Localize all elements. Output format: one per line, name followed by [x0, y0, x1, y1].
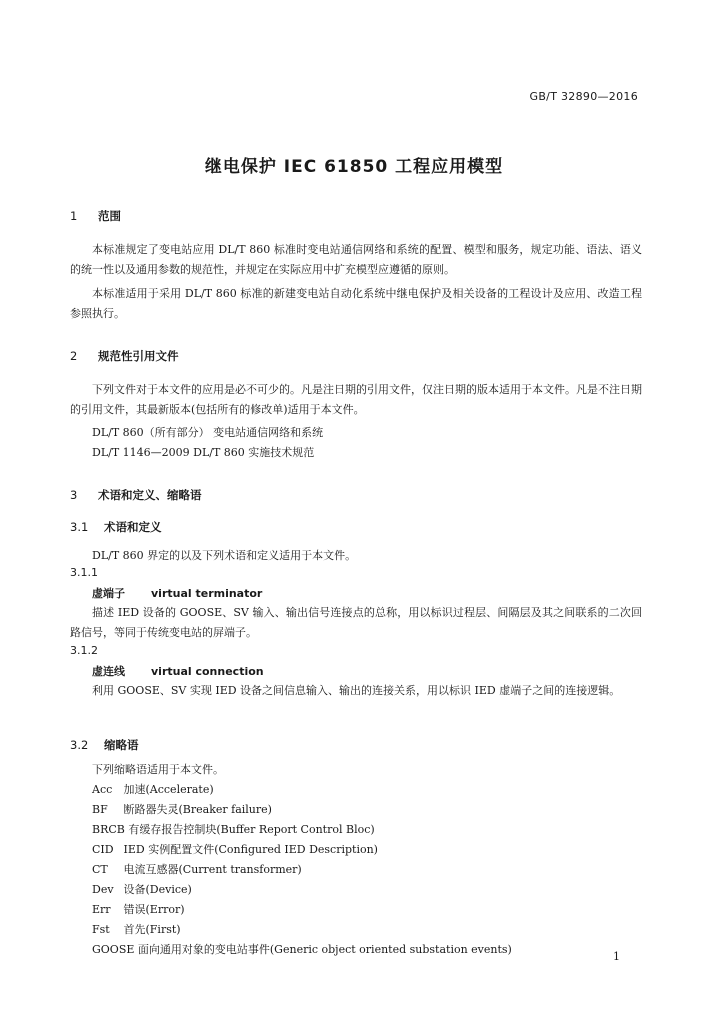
- abbr-value: 面向通用对象的变电站事件(Generic object oriented substation events): [137, 943, 512, 956]
- section-1-heading: [70, 208, 121, 224]
- scope-paragraph-2: 本标准适用于采用 DL/T 860 标准的新建变电站自动化系统中继电保护及相关设备的工程设计及应用、改造工程参照执行。: [70, 287, 642, 320]
- section-3-heading: [70, 487, 202, 503]
- abbr-value: 设备(Device): [123, 883, 192, 896]
- term-zh: 虚连线: [92, 665, 125, 678]
- term-zh: 虚端子: [92, 587, 125, 600]
- term-en: virtual connection: [151, 665, 264, 678]
- document-title: 继电保护 IEC 61850 工程应用模型: [204, 157, 504, 177]
- abbreviation-item: [92, 901, 185, 917]
- section-number: 3: [70, 488, 78, 502]
- abbr-key: CID: [92, 843, 114, 856]
- section-title: 规范性引用文件: [98, 349, 179, 363]
- term-heading: [92, 663, 264, 679]
- abbreviations-intro: 下列缩略语适用于本文件。: [92, 763, 224, 776]
- abbr-value: 加速(Accelerate): [123, 783, 214, 796]
- standard-number: GB/T 32890—2016: [529, 90, 638, 103]
- term-definition: 描述 IED 设备的 GOOSE、SV 输入、输出信号连接点的总称，用以标识过程层、间隔层及其之间联系的二次回路信号，等同于传统变电站的屏端子。: [70, 606, 642, 639]
- abbr-key: Fst: [92, 923, 110, 936]
- scope-paragraph-1: 本标准规定了变电站应用 DL/T 860 标准时变电站通信网络和系统的配置、模型和服务，规定功能、语法、语义的统一性以及通用参数的规范性，并规定在实际应用中扩充模型应遵循的原则。: [70, 243, 642, 276]
- section-title: 术语和定义、缩略语: [98, 488, 202, 502]
- reference-item: DL/T 1146—2009 DL/T 860 实施技术规范: [92, 446, 315, 459]
- abbreviation-item: [92, 841, 378, 857]
- abbr-key: Err: [92, 903, 111, 916]
- abbr-value: 首先(First): [123, 923, 181, 936]
- abbr-value: 电流互感器(Current transformer): [123, 863, 302, 876]
- section-title: 范围: [98, 209, 121, 223]
- page-number: 1: [613, 950, 620, 963]
- term-number: 3.1.1: [70, 566, 98, 579]
- section-number: 3.1: [70, 520, 89, 534]
- term-number: 3.1.2: [70, 644, 98, 657]
- section-title: 术语和定义: [104, 520, 162, 534]
- section-number: 1: [70, 209, 78, 223]
- abbreviation-item: [92, 801, 272, 817]
- abbr-value: 有缓存报告控制块(Buffer Report Control Bloc): [128, 823, 375, 836]
- section-number: 2: [70, 349, 78, 363]
- term-heading: [92, 585, 262, 601]
- abbr-value: 断路器失灵(Breaker failure): [123, 803, 272, 816]
- abbr-key: CT: [92, 863, 108, 876]
- abbr-value: 错误(Error): [123, 903, 185, 916]
- abbr-key: GOOSE: [92, 943, 135, 956]
- abbreviation-item: [92, 821, 375, 837]
- abbr-value: IED 实例配置文件(Configured IED Description): [123, 843, 378, 856]
- abbreviation-item: [92, 881, 192, 897]
- section-2-heading: [70, 348, 179, 364]
- abbreviation-item: [92, 921, 181, 937]
- term-en: virtual terminator: [151, 587, 263, 600]
- abbr-key: Acc: [92, 783, 113, 796]
- abbr-key: Dev: [92, 883, 114, 896]
- section-number: 3.2: [70, 738, 89, 752]
- abbr-key: BRCB: [92, 823, 125, 836]
- references-paragraph: 下列文件对于本文件的应用是必不可少的。凡是注日期的引用文件，仅注日期的版本适用于本文件。凡是不注日期的引用文件，其最新版本(包括所有的修改单)适用于本文件。: [70, 383, 642, 416]
- abbr-key: BF: [92, 803, 108, 816]
- abbreviation-item: [92, 941, 512, 957]
- section-title: 缩略语: [104, 738, 139, 752]
- abbreviation-item: [92, 861, 302, 877]
- section-3-2-heading: [70, 737, 139, 753]
- terms-intro: DL/T 860 界定的以及下列术语和定义适用于本文件。: [92, 549, 357, 562]
- term-definition: 利用 GOOSE、SV 实现 IED 设备之间信息输入、输出的连接关系，用以标识 IED 虚端子之间的连接逻辑。: [92, 684, 621, 697]
- reference-item: DL/T 860（所有部分） 变电站通信网络和系统: [92, 426, 324, 439]
- section-3-1-heading: [70, 519, 162, 535]
- abbreviation-item: [92, 781, 214, 797]
